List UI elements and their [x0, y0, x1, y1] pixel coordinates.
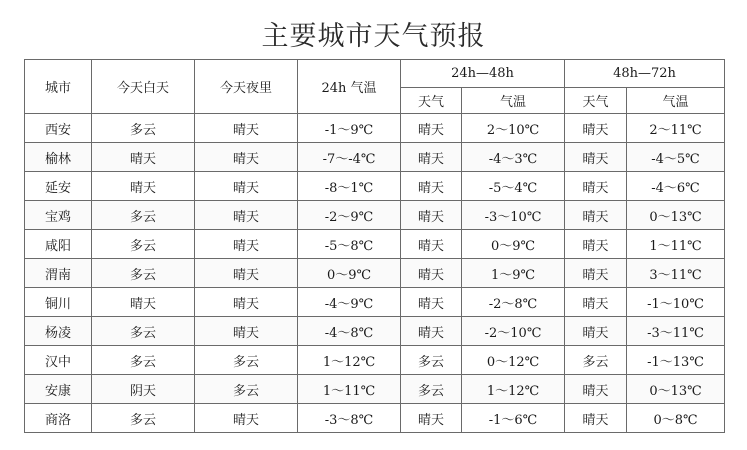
- cell-weather-72: 晴天: [565, 317, 627, 346]
- cell-temp-72: -4～5℃: [627, 143, 725, 172]
- cell-today-night: 晴天: [195, 143, 298, 172]
- cell-temp-48: 2～10℃: [462, 114, 565, 143]
- cell-temp-72: -1～13℃: [627, 346, 725, 375]
- header-weather-72: 天气: [565, 88, 627, 114]
- cell-weather-48: 多云: [401, 375, 462, 404]
- table-row: [25, 172, 725, 201]
- cell-today-day: 多云: [92, 317, 195, 346]
- cell-today-day: 多云: [92, 259, 195, 288]
- cell-today-day: 多云: [92, 404, 195, 433]
- cell-weather-48: 晴天: [401, 259, 462, 288]
- cell-today-night: 晴天: [195, 404, 298, 433]
- cell-weather-48: 晴天: [401, 114, 462, 143]
- cell-temp-24h: -5～8℃: [298, 230, 401, 259]
- cell-weather-72: 晴天: [565, 201, 627, 230]
- table-row: [25, 259, 725, 288]
- cell-today-day: 多云: [92, 346, 195, 375]
- cell-temp-24h: -1～9℃: [298, 114, 401, 143]
- cell-today-night: 晴天: [195, 288, 298, 317]
- header-today-night: 今天夜里: [195, 60, 298, 114]
- cell-temp-48: 0～12℃: [462, 346, 565, 375]
- header-weather-48: 天气: [401, 88, 462, 114]
- cell-city: 宝鸡: [25, 201, 92, 230]
- cell-temp-24h: -4～8℃: [298, 317, 401, 346]
- cell-temp-48: 1～9℃: [462, 259, 565, 288]
- cell-temp-72: -3～11℃: [627, 317, 725, 346]
- cell-temp-48: -4～3℃: [462, 143, 565, 172]
- cell-city: 商洛: [25, 404, 92, 433]
- cell-weather-72: 晴天: [565, 288, 627, 317]
- table-row: [25, 114, 725, 143]
- cell-temp-48: -2～10℃: [462, 317, 565, 346]
- cell-city: 汉中: [25, 346, 92, 375]
- cell-city: 咸阳: [25, 230, 92, 259]
- cell-city: 渭南: [25, 259, 92, 288]
- cell-today-day: 多云: [92, 114, 195, 143]
- cell-city: 铜川: [25, 288, 92, 317]
- cell-today-night: 多云: [195, 375, 298, 404]
- cell-today-day: 多云: [92, 201, 195, 230]
- table-row: [25, 288, 725, 317]
- cell-city: 延安: [25, 172, 92, 201]
- cell-temp-48: 0～9℃: [462, 230, 565, 259]
- table-row: [25, 375, 725, 404]
- cell-temp-24h: 1～11℃: [298, 375, 401, 404]
- page-title: 主要城市天气预报: [261, 21, 486, 52]
- cell-city: 榆林: [25, 143, 92, 172]
- cell-temp-72: 3～11℃: [627, 259, 725, 288]
- cell-weather-72: 晴天: [565, 143, 627, 172]
- cell-temp-48: -5～4℃: [462, 172, 565, 201]
- cell-weather-72: 晴天: [565, 114, 627, 143]
- cell-temp-24h: 0～9℃: [298, 259, 401, 288]
- table-row: [25, 317, 725, 346]
- cell-today-day: 阴天: [92, 375, 195, 404]
- cell-city: 杨凌: [25, 317, 92, 346]
- cell-today-day: 晴天: [92, 172, 195, 201]
- cell-weather-72: 晴天: [565, 404, 627, 433]
- cell-today-night: 晴天: [195, 259, 298, 288]
- cell-temp-48: -1～6℃: [462, 404, 565, 433]
- cell-weather-72: 晴天: [565, 259, 627, 288]
- header-temp-24h: 24h 气温: [298, 60, 401, 114]
- cell-weather-48: 晴天: [401, 317, 462, 346]
- forecast-rows: [25, 114, 725, 433]
- cell-city: 安康: [25, 375, 92, 404]
- header-period-48-72: 48h—72h: [565, 60, 725, 88]
- cell-temp-48: -2～8℃: [462, 288, 565, 317]
- cell-temp-24h: -3～8℃: [298, 404, 401, 433]
- header-today-day: 今天白天: [92, 60, 195, 114]
- cell-weather-48: 晴天: [401, 201, 462, 230]
- forecast-table: [24, 59, 725, 433]
- cell-weather-48: 多云: [401, 346, 462, 375]
- cell-today-night: 晴天: [195, 230, 298, 259]
- cell-city: 西安: [25, 114, 92, 143]
- header-period-24-48: 24h—48h: [401, 60, 565, 88]
- cell-temp-72: 0～8℃: [627, 404, 725, 433]
- cell-weather-72: 晴天: [565, 230, 627, 259]
- cell-weather-72: 多云: [565, 346, 627, 375]
- cell-temp-72: -4～6℃: [627, 172, 725, 201]
- cell-temp-48: 1～12℃: [462, 375, 565, 404]
- cell-temp-72: 0～13℃: [627, 201, 725, 230]
- header-temp-72: 气温: [627, 88, 725, 114]
- header-temp-48: 气温: [462, 88, 565, 114]
- cell-weather-72: 晴天: [565, 172, 627, 201]
- table-row: [25, 346, 725, 375]
- cell-today-day: 晴天: [92, 143, 195, 172]
- cell-temp-72: -1～10℃: [627, 288, 725, 317]
- cell-temp-24h: 1～12℃: [298, 346, 401, 375]
- cell-weather-48: 晴天: [401, 288, 462, 317]
- cell-temp-72: 1～11℃: [627, 230, 725, 259]
- cell-temp-48: -3～10℃: [462, 201, 565, 230]
- cell-weather-48: 晴天: [401, 404, 462, 433]
- cell-temp-72: 2～11℃: [627, 114, 725, 143]
- table-row: [25, 230, 725, 259]
- cell-today-night: 晴天: [195, 317, 298, 346]
- cell-temp-24h: -8～1℃: [298, 172, 401, 201]
- header-city: 城市: [25, 60, 92, 114]
- cell-weather-48: 晴天: [401, 172, 462, 201]
- cell-weather-48: 晴天: [401, 230, 462, 259]
- cell-temp-24h: -2～9℃: [298, 201, 401, 230]
- cell-weather-48: 晴天: [401, 143, 462, 172]
- cell-temp-72: 0～13℃: [627, 375, 725, 404]
- cell-today-night: 晴天: [195, 172, 298, 201]
- cell-temp-24h: -4～9℃: [298, 288, 401, 317]
- cell-today-day: 多云: [92, 230, 195, 259]
- cell-today-day: 晴天: [92, 288, 195, 317]
- cell-today-night: 晴天: [195, 201, 298, 230]
- cell-today-night: 多云: [195, 346, 298, 375]
- table-row: [25, 143, 725, 172]
- table-row: [25, 201, 725, 230]
- cell-today-night: 晴天: [195, 114, 298, 143]
- cell-weather-72: 晴天: [565, 375, 627, 404]
- cell-temp-24h: -7～-4℃: [298, 143, 401, 172]
- table-row: [25, 404, 725, 433]
